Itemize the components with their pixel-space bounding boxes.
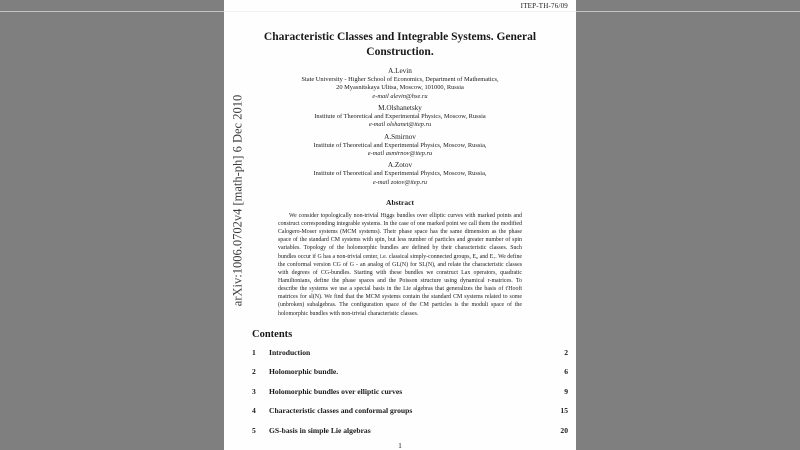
toc-entry-title: Holomorphic bundle. (269, 367, 339, 377)
toc-entry-title: Characteristic classes and conformal groups (269, 406, 413, 416)
author-name: A.Smirnov (384, 132, 416, 141)
author-name: A.Zotov (387, 161, 413, 170)
toc-entry-page: 15 (560, 406, 568, 416)
toc-entry-page: 6 (564, 367, 568, 377)
toc-entry-number: 2 (252, 367, 256, 377)
toc-entry-number: 3 (252, 386, 256, 396)
paper-page (224, 0, 576, 450)
author-email-link[interactable]: e-mail zotov@itep.ru (372, 178, 428, 186)
toc-entry[interactable] (252, 406, 568, 415)
toc-entry-page: 20 (560, 425, 568, 435)
paper-title: Characteristic Classes and Integrable Systems. General Construction. (263, 31, 537, 58)
author-affiliation: Institute of Theoretical and Experimental Physics, Moscow, Russia, (313, 141, 487, 149)
author-affiliation: Institute of Theoretical and Experimental Physics, Moscow, Russia, (313, 170, 487, 178)
toc-entry-number: 1 (252, 347, 256, 357)
author-block (224, 104, 576, 130)
author-affiliation: State University - Higher School of Economics, Department of Mathematics, (301, 75, 499, 83)
toc-entry-page: 9 (564, 386, 568, 396)
author-affiliation: 20 Myasnitskaya Ulitsa, Moscow, 101000, Russia (336, 84, 464, 92)
toc-entry-title: Holomorphic bundles over elliptic curves (269, 386, 403, 396)
contents-section (252, 329, 568, 435)
abstract-heading: Abstract (386, 197, 414, 207)
author-block (224, 133, 576, 159)
toc-entry[interactable] (252, 348, 568, 357)
abstract-section (278, 198, 522, 318)
report-number: ITEP-TH-76/09 (520, 2, 568, 10)
contents-heading: Contents (252, 328, 293, 340)
toc-entry-title: GS-basis in simple Lie algebras (269, 425, 371, 435)
author-name: M.Olshanetsky (378, 103, 422, 112)
toc-entry-page: 2 (564, 347, 568, 357)
toc-entry-title: Introduction (269, 347, 311, 357)
author-block (224, 161, 576, 187)
arxiv-stamp: arXiv:1006.0702v4 [math-ph] 6 Dec 2010 (230, 94, 245, 307)
toc-entry[interactable] (252, 387, 568, 396)
author-email-link[interactable]: e-mail olshanet@itep.ru (368, 121, 432, 129)
toc-entry[interactable] (252, 426, 568, 435)
toc-entry-number: 4 (252, 406, 256, 416)
toc-entry-number: 5 (252, 425, 256, 435)
toc-entry[interactable] (252, 367, 568, 376)
authors-block (224, 67, 576, 187)
top-divider (0, 11, 800, 12)
author-email-link[interactable]: e-mail alevin@hse.ru (372, 92, 428, 100)
abstract-text: We consider topologically non-trivial Higgs bundles over elliptic curves with marked points and construct corresponding integrable systems. In the case of one marked point we call them the modified Calogero-Moser systems (MCM systems). Their phase space has the same dimension as the phase space of the standard CM systems with spin, but less number of particles and greater number of spin variables. Topology of the holomorphic bundles are defined by their characteristic classes. Such bundles occur if G has a non-trivial center, i.e. classical simply-connected groups, E₆ and E₇. We define the conformal version CG of G - an analog of GL(N) for SL(N), and relate the characteristic classes with degrees of CG-bundles. Starting with these bundles we construct Lax operators, quadratic Hamiltonians, define the phase spaces and the Poisson structure using dynamical r-matrices. To describe the systems we use a special basis in the Lie algebras that generalizes the basis of t'Hooft matrices for sl(N). We find that the MCM systems contain the standard CM systems related to some (unbroken) subalgebras. The configuration space of the CM particles is the moduli space of the holomorphic bundles with non-trivial characteristic classes. (278, 212, 522, 317)
author-name: A.Levin (388, 66, 412, 75)
author-block (224, 67, 576, 101)
author-email-link[interactable]: e-mail asmirnov@itep.ru (367, 149, 433, 157)
page-number: 1 (398, 441, 402, 450)
author-affiliation: Institute of Theoretical and Experimental Physics, Moscow, Russia (314, 112, 486, 120)
